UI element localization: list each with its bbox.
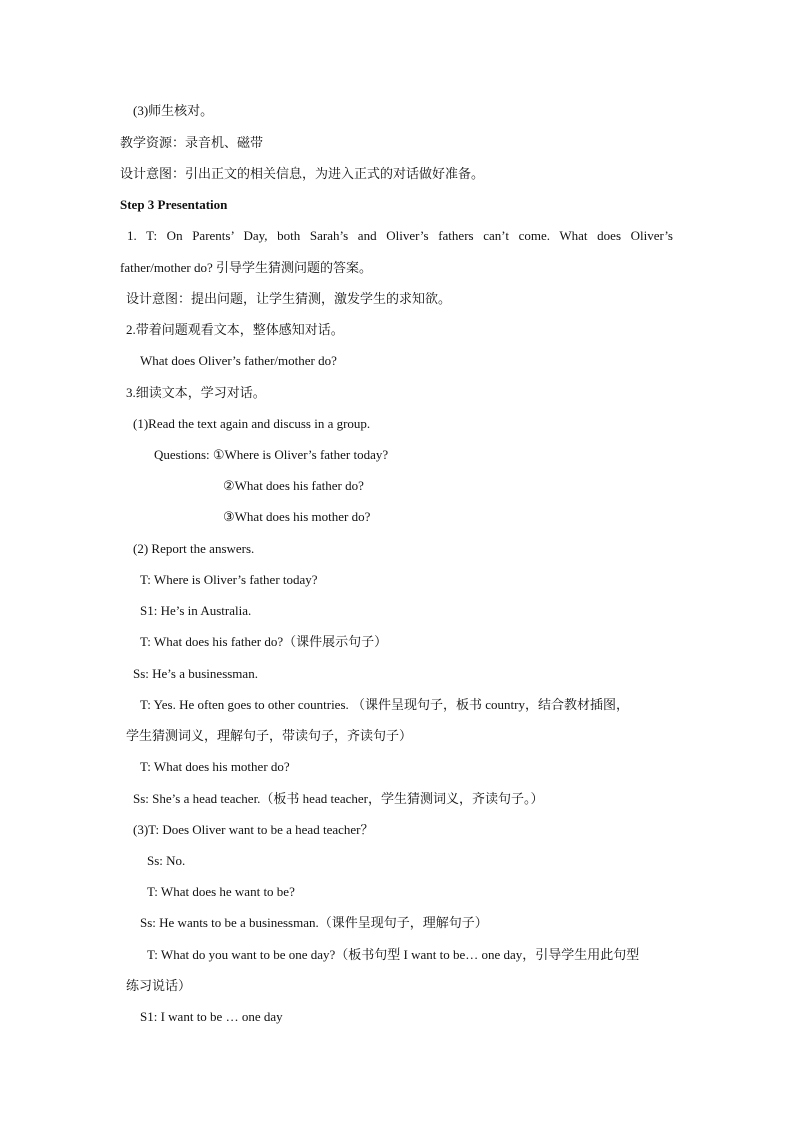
text-line: 练习说话）	[126, 978, 192, 993]
text-line: (2) Report the answers.	[133, 541, 255, 556]
text-line: T: Where is Oliver’s father today?	[140, 572, 318, 587]
text-line: (3)师生核对。	[133, 103, 214, 118]
text-line: 学生猜测词义，理解句子，带读句子，齐读句子）	[126, 728, 413, 743]
text-line: Ss: No.	[147, 853, 186, 868]
text-line: Ss: He wants to be a businessman.（课件呈现句子，理解句子）	[140, 915, 488, 930]
text-line: Ss: She’s a head teacher.（板书 head teacher，学生猜测词义，齐读句子。）	[133, 791, 544, 806]
text-line: T: What do you want to be one day?（板书句型 I want to be… one day，引导学生用此句型	[147, 947, 640, 962]
text-line: Questions: ①Where is Oliver’s father today?	[154, 447, 389, 462]
text-line: 设计意图：提出问题，让学生猜测，激发学生的求知欲。	[126, 291, 452, 306]
text-line: T: What does he want to be?	[147, 884, 295, 899]
text-line: 2.带着问题观看文本，整体感知对话。	[126, 322, 344, 337]
text-line: Ss: He’s a businessman.	[133, 666, 258, 681]
text-line: ②What does his father do?	[223, 478, 364, 493]
section-heading: Step 3 Presentation	[120, 197, 228, 212]
text-line: (3)T: Does Oliver want to be a head teacher？	[133, 822, 374, 837]
text-line: What does Oliver’s father/mother do?	[140, 353, 337, 368]
text-line: 教学资源：录音机、磁带	[120, 135, 264, 150]
text-line: 1. T: On Parents’ Day, both Sarah’s and Oliver’s fathers can’t come. What does Oliver’s	[127, 228, 673, 243]
text-line: 设计意图：引出正文的相关信息，为进入正式的对话做好准备。	[120, 166, 485, 181]
text-line: father/mother do? 引导学生猜测问题的答案。	[120, 260, 373, 275]
text-line: 3.细读文本，学习对话。	[126, 385, 266, 400]
text-line: T: What does his father do?（课件展示句子）	[140, 634, 388, 649]
text-line: ③What does his mother do?	[223, 509, 371, 524]
text-line: T: Yes. He often goes to other countries. （课件呈现句子，板书 country，结合教材插图，	[140, 697, 629, 712]
text-line: S1: He’s in Australia.	[140, 603, 252, 618]
text-line: (1)Read the text again and discuss in a group.	[133, 416, 371, 431]
text-line: T: What does his mother do?	[140, 759, 290, 774]
text-line: S1: I want to be … one day	[140, 1009, 283, 1024]
